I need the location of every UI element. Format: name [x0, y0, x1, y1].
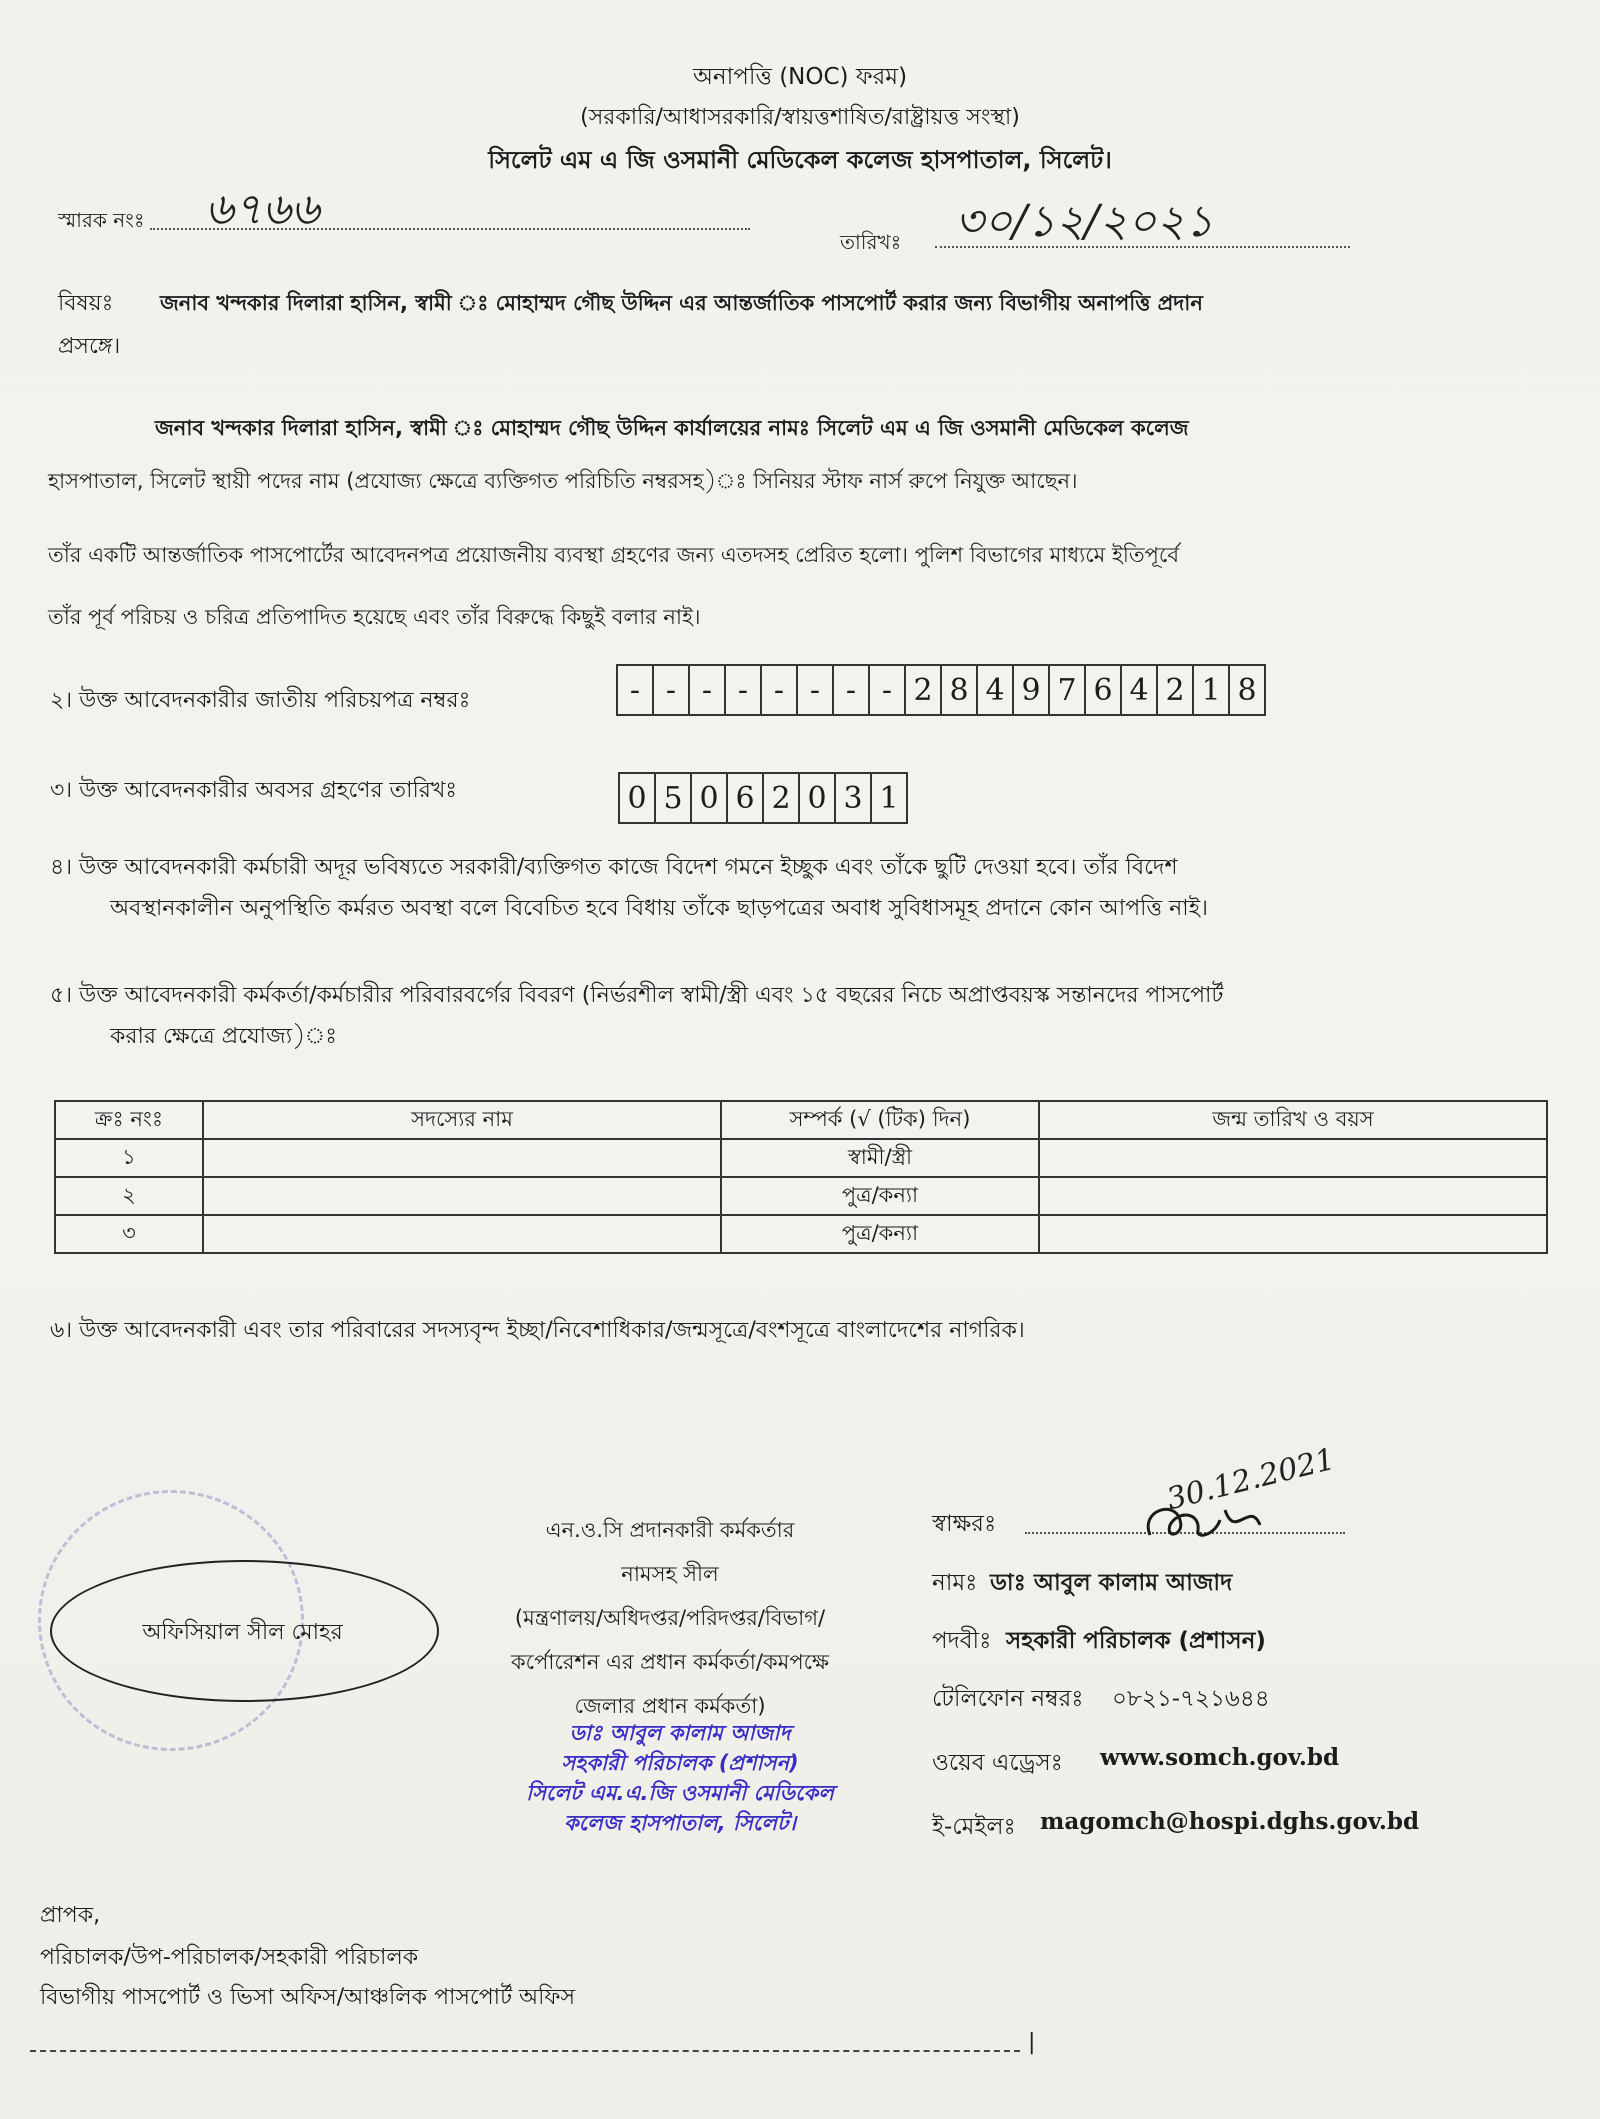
- retirement-date-digit: 0: [690, 772, 728, 824]
- serial-cell: ১: [55, 1139, 203, 1177]
- table-row: [55, 1215, 1547, 1253]
- item-4-line-2: অবস্থানকালীন অনুপস্থিতি কর্মরত অবস্থা বলে বিবেচিত হবে বিধায় তাঁকে ছাড়পত্রের অবাধ সুবিধাসমূহ প্রদানে কোন আপত্তি নাই।: [110, 896, 1208, 921]
- nid-digit: -: [796, 664, 834, 716]
- member-name-cell: [203, 1177, 721, 1215]
- nid-digit: -: [868, 664, 906, 716]
- item-5-line-1: ৫। উক্ত আবেদনকারী কর্মকর্তা/কর্মচারীর পরিবারবর্গের বিবরণ (নির্ভরশীল স্বামী/স্ত্রী এবং ১৫ বছরের নিচে অপ্রাপ্তবয়স্ক সন্তানদের পাসপোর্ট: [50, 983, 1224, 1008]
- column-header-birth-date-age: জন্ম তারিখ ও বয়স: [1039, 1101, 1547, 1139]
- table-row: [55, 1177, 1547, 1215]
- birth-date-cell: [1039, 1139, 1547, 1177]
- name-label: নামঃ: [932, 1570, 978, 1596]
- official-seal-label: অফিসিয়াল সীল মোহর: [142, 1620, 343, 1645]
- email-address: magomch@hospi.dghs.gov.bd: [1040, 1808, 1420, 1835]
- noc-officer-line-1: এন.ও.সি প্রদানকারী কর্মকর্তার: [545, 1518, 795, 1542]
- nid-digit: 8: [1228, 664, 1266, 716]
- stamp-line-1: ডাঃ আবুল কালাম আজাদ: [569, 1721, 791, 1745]
- paragraph-1-line-2: হাসপাতাল, সিলেট স্থায়ী পদের নাম (প্রযোজ্য ক্ষেত্রে ব্যক্তিগত পরিচিতি নম্বরসহ)ঃ সিনিয়র স্টাফ নার্স রুপে নিযুক্ত আছেন।: [48, 469, 1078, 493]
- nid-digit: 9: [1012, 664, 1050, 716]
- birth-date-cell: [1039, 1177, 1547, 1215]
- subject-line-1: জনাব খন্দকার দিলারা হাসিন, স্বামী ঃ মোহাম্মদ গৌছ উদ্দিন এর আন্তর্জাতিক পাসপোর্ট করার জন্য বিভাগীয় অনাপত্তি প্রদান: [160, 291, 1203, 315]
- nid-digit: -: [652, 664, 690, 716]
- recipient-label: প্রাপক,: [40, 1903, 101, 1928]
- date-label: তারিখঃ: [840, 230, 902, 254]
- noc-officer-line-5: জেলার প্রধান কর্মকর্তা): [574, 1694, 766, 1718]
- member-name-cell: [203, 1215, 721, 1253]
- retirement-date-digit: 0: [618, 772, 656, 824]
- paragraph-1-line-4: তাঁর পূর্ব পরিচয় ও চরিত্র প্রতিপাদিত হয়েছে এবং তাঁর বিরুদ্ধে কিছুই বলার নাই।: [48, 605, 701, 629]
- paragraph-1-line-3: তাঁর একটি আন্তর্জাতিক পাসপোর্টের আবেদনপত্র প্রয়োজনীয় ব্যবস্থা গ্রহণের জন্য এতদসহ প্রেরিত হলো। পুলিশ বিভাগের মাধ্যমে ইতিপূর্বে: [48, 543, 1180, 567]
- nid-digit: -: [616, 664, 654, 716]
- recipient-line-2: বিভাগীয় পাসপোর্ট ও ভিসা অফিস/আঞ্চলিক পাসপোর্ট অফিস: [40, 1985, 576, 2010]
- address-line-end-mark: |: [1028, 2030, 1036, 2055]
- relation-cell: পুত্র/কন্যা: [721, 1177, 1039, 1215]
- nid-digit: 1: [1192, 664, 1230, 716]
- recipient-address-line: [30, 2048, 1020, 2052]
- relation-cell: স্বামী/স্ত্রী: [721, 1139, 1039, 1177]
- retirement-date-digit: 2: [762, 772, 800, 824]
- serial-cell: ৩: [55, 1215, 203, 1253]
- organization-types: (সরকারি/আধাসরকারি/স্বায়ত্তশাষিত/রাষ্ট্রায়ত্ত সংস্থা): [580, 105, 1020, 130]
- nid-digit: 8: [940, 664, 978, 716]
- birth-date-cell: [1039, 1215, 1547, 1253]
- phone-number: ০৮২১-৭২১৬৪৪: [1112, 1686, 1270, 1712]
- nid-digit: 4: [976, 664, 1014, 716]
- phone-label: টেলিফোন নম্বরঃ: [932, 1686, 1084, 1712]
- retirement-date-boxes: [620, 772, 908, 824]
- email-label: ই-মেইলঃ: [932, 1814, 1016, 1840]
- signature-date: 30.12.2021: [1163, 1441, 1339, 1518]
- noc-officer-line-2: নামসহ সীল: [621, 1562, 719, 1586]
- retirement-date-label: ৩। উক্ত আবেদনকারীর অবসর গ্রহণের তারিখঃ: [50, 778, 458, 803]
- paragraph-1-line-1: জনাব খন্দকার দিলারা হাসিন, স্বামী ঃ মোহাম্মদ গৌছ উদ্দিন কার্যালয়ের নামঃ সিলেট এম এ জি ওসমানী মেডিকেল কলেজ: [155, 416, 1189, 440]
- item-5-line-2: করার ক্ষেত্রে প্রযোজ্য)ঃ: [110, 1024, 338, 1049]
- retirement-date-digit: 3: [834, 772, 872, 824]
- column-header-member-name: সদস্যের নাম: [203, 1101, 721, 1139]
- relation-cell: পুত্র/কন্যা: [721, 1215, 1039, 1253]
- noc-officer-line-3: (মন্ত্রণালয়/অধিদপ্তর/পরিদপ্তর/বিভাগ/: [514, 1606, 826, 1630]
- web-address: www.somch.gov.bd: [1100, 1744, 1340, 1771]
- table-header-row: [55, 1101, 1547, 1139]
- nid-digit: 7: [1048, 664, 1086, 716]
- nid-digit: -: [832, 664, 870, 716]
- table-row: [55, 1139, 1547, 1177]
- officer-name-stamp: [500, 1718, 860, 1838]
- nid-digit: 6: [1084, 664, 1122, 716]
- subject-label: বিষয়ঃ: [58, 291, 114, 316]
- institution-name: সিলেট এম এ জি ওসমানী মেডিকেল কলেজ হাসপাতাল, সিলেট।: [488, 146, 1112, 174]
- signatory-name: ডাঃ আবুল কালাম আজাদ: [990, 1570, 1233, 1596]
- member-name-cell: [203, 1139, 721, 1177]
- noc-officer-block: [440, 1508, 900, 1728]
- retirement-date-digit: 1: [870, 772, 908, 824]
- stamp-line-2: সহকারী পরিচালক (প্রশাসন): [561, 1751, 799, 1775]
- nid-digit: -: [688, 664, 726, 716]
- recipient-line-1: পরিচালক/উপ-পরিচালক/সহকারী পরিচালক: [40, 1945, 419, 1970]
- nid-label: ২। উক্ত আবেদনকারীর জাতীয় পরিচয়পত্র নম্বরঃ: [50, 688, 471, 713]
- item-6-citizenship: ৬। উক্ত আবেদনকারী এবং তার পরিবারের সদস্যবৃন্দ ইচ্ছা/নিবেশাধিকার/জন্মসূত্রে/বংশসূত্রে বাংলাদেশের নাগরিক।: [50, 1318, 1025, 1343]
- nid-digit: 4: [1120, 664, 1158, 716]
- item-4-line-1: ৪। উক্ত আবেদনকারী কর্মচারী অদূর ভবিষ্যতে সরকারী/ব্যক্তিগত কাজে বিদেশ গমনে ইচ্ছুক এবং তাঁকে ছুটি দেওয়া হবে। তাঁর বিদেশ: [50, 855, 1178, 880]
- nid-digit: -: [760, 664, 798, 716]
- nid-digit: -: [724, 664, 762, 716]
- web-label: ওয়েব এড্রেসঃ: [932, 1750, 1063, 1776]
- nid-digit: 2: [904, 664, 942, 716]
- serial-cell: ২: [55, 1177, 203, 1215]
- retirement-date-digit: 5: [654, 772, 692, 824]
- signatory-designation: সহকারী পরিচালক (প্রশাসন): [1006, 1628, 1266, 1654]
- nid-digit: 2: [1156, 664, 1194, 716]
- column-header-serial: ক্রঃ নংঃ: [55, 1101, 203, 1139]
- noc-officer-line-4: কর্পোরেশন এর প্রধান কর্মকর্তা/কমপক্ষে: [510, 1650, 830, 1674]
- memo-label: স্মারক নংঃ: [58, 208, 145, 232]
- stamp-line-4: কলেজ হাসপাতাল, সিলেট।: [564, 1811, 796, 1835]
- retirement-date-digit: 6: [726, 772, 764, 824]
- memo-number: ৬৭৬৬: [205, 184, 320, 235]
- date-value: ৩০/১২/২০২১: [955, 196, 1214, 247]
- form-title: অনাপত্তি (NOC) ফরম): [692, 64, 908, 90]
- column-header-relation: সম্পর্ক (√ (টিক) দিন): [721, 1101, 1039, 1139]
- stamp-line-3: সিলেট এম.এ.জি ওসমানী মেডিকেল: [526, 1781, 834, 1805]
- subject-line-2: প্রসঙ্গে।: [58, 334, 121, 359]
- nid-digit-boxes: [618, 664, 1266, 716]
- designation-label: পদবীঃ: [932, 1628, 992, 1654]
- retirement-date-digit: 0: [798, 772, 836, 824]
- family-details-table: [54, 1100, 1548, 1254]
- signature-label: স্বাক্ষরঃ: [932, 1511, 997, 1537]
